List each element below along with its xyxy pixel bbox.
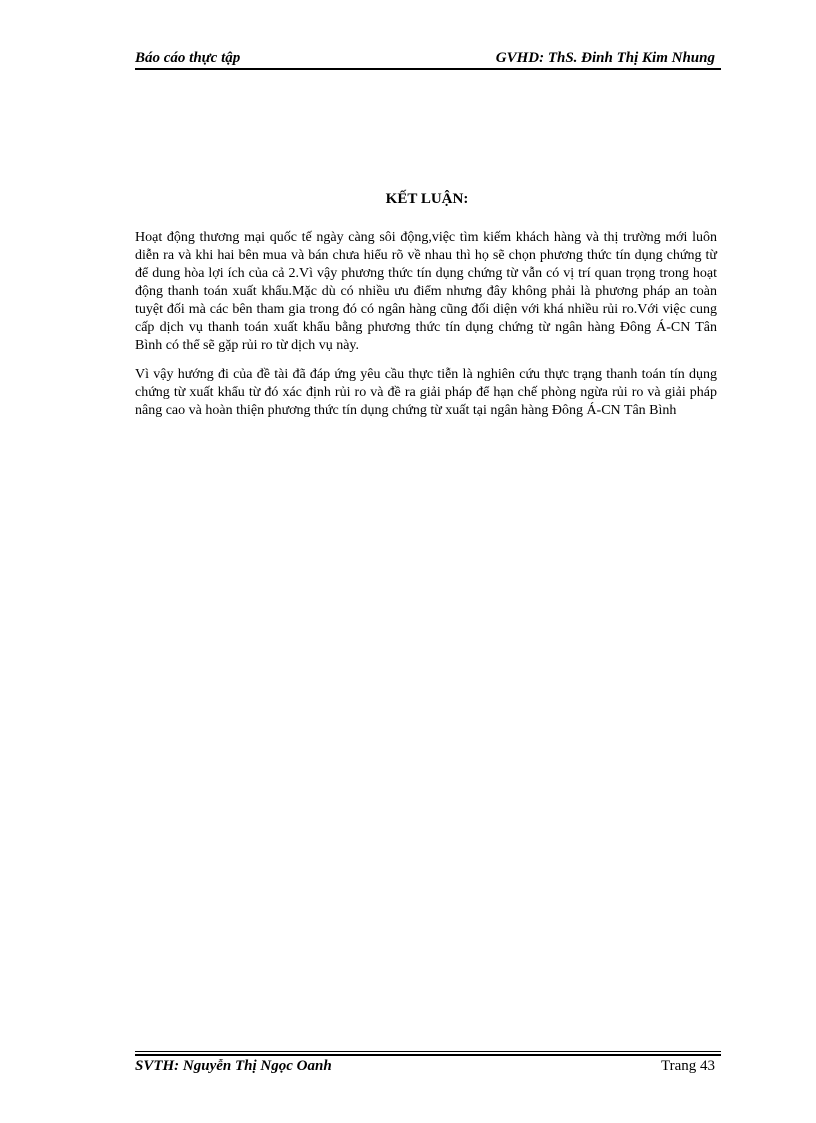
- page-title: KẾT LUẬN:: [385, 191, 469, 207]
- page-header: [135, 50, 719, 70]
- paragraph-1: Hoạt động thương mại quốc tế ngày càng sôi động,việc tìm kiếm khách hàng và thị trường mới luôn diễn ra và khi hai bên mua và bán chưa hiểu rõ về nhau thì họ sẽ chọn phương thức tín dụng chứng từ để dung hòa lợi ích của cả 2.Vì vậy phương thức tín dụng chứng từ vẫn có vị trí quan trọng trong hoạt động thanh toán xuất khẩu.Mặc dù có nhiều ưu điểm nhưng đây không phải là phương pháp an toàn tuyệt đối mà các bên tham gia trong đó có ngân hàng cũng đối diện với khá nhiều rủi ro.Với việc cung cấp dịch vụ thanh toán xuất khẩu bằng phương thức tín dụng chứng từ ngân hàng Đông Á-CN Tân Bình có thể sẽ gặp rủi ro từ dịch vụ này.: [135, 230, 717, 353]
- page-number: Trang 43: [660, 1058, 715, 1074]
- report-label: Báo cáo thực tập: [135, 50, 241, 66]
- supervisor-label: GVHD: ThS. Đinh Thị Kim Nhung: [495, 50, 715, 66]
- header-divider: [135, 68, 721, 70]
- footer-divider-thin: [135, 1051, 721, 1052]
- student-label: SVTH: Nguyễn Thị Ngọc Oanh: [135, 1058, 332, 1074]
- footer-divider-thick: [135, 1054, 721, 1056]
- page-footer: [135, 1058, 719, 1078]
- paragraph-2: Vì vậy hướng đi của đề tài đã đáp ứng yêu cầu thực tiễn là nghiên cứu thực trạng thanh toán tín dụng chứng từ xuất khẩu từ đó xác định rủi ro và đề ra giải pháp để hạn chế phòng ngừa rủi ro và giải pháp nâng cao và hoàn thiện phương thức tín dụng chứng từ xuất tại ngân hàng Đông Á-CN Tân Bình: [135, 367, 717, 418]
